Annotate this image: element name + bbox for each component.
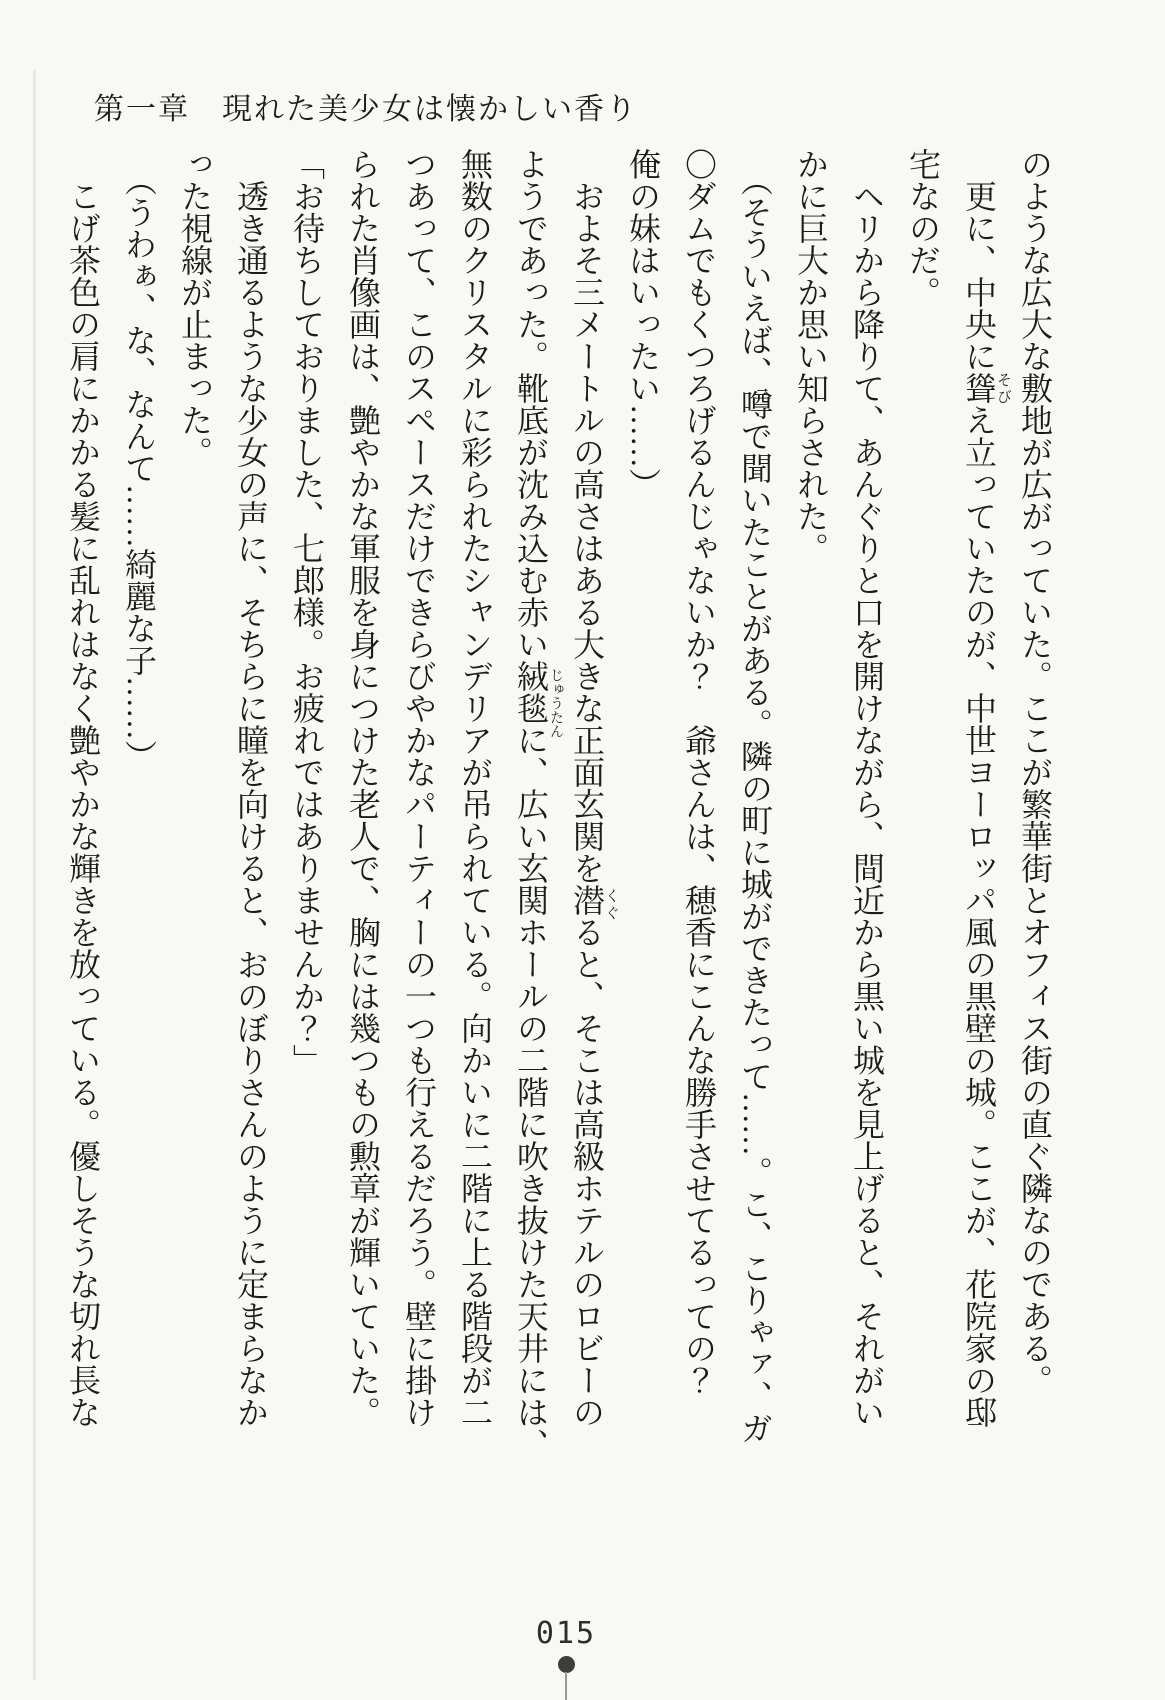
text-line: ヘリから降りて、あんぐりと口を開けながら、間近から黒い城を見上げると、それがい bbox=[849, 148, 885, 1428]
text-line: 俺の妹はいったい……） bbox=[625, 148, 661, 500]
text-line: 宅なのだ。 bbox=[905, 148, 941, 308]
text-line: 透き通るような少女の声に、そちらに瞳を向けると、おのぼりさんのように定まらなか bbox=[233, 148, 269, 1428]
page-number: 015 bbox=[535, 1616, 597, 1651]
text-line: 無数のクリスタルに彩られたシャンデリアが吊られている。向かいに二階に上る階段が二 bbox=[457, 148, 493, 1428]
novel-text-block bbox=[55, 148, 1063, 1478]
text-line: のような広大な敷地が広がっていた。ここが繁華街とオフィス街の直ぐ隣なのである。 bbox=[1017, 148, 1053, 1396]
text-line: 更に、中央に聳え立っていたのが、中世ヨーロッパ風の黒壁の城。ここが、花院家の邸 bbox=[961, 148, 997, 1428]
text-line: った視線が止まった。 bbox=[177, 148, 213, 468]
text-line: （そういえば、噂で聞いたことがある。隣の町に城ができたって……。こ、こりゃァ、ガ bbox=[737, 148, 773, 1444]
chapter-heading: 第一章 現れた美少女は懐かしい香り bbox=[94, 93, 638, 126]
text-line: こげ茶色の肩にかかる髪に乱れはなく艶やかな輝きを放っている。優しそうな切れ長な bbox=[65, 148, 101, 1428]
text-line: かに巨大か思い知らされた。 bbox=[793, 148, 829, 564]
page-pin-line bbox=[565, 1672, 567, 1700]
scan-edge-artifact bbox=[33, 70, 36, 1680]
furigana-annotation: じゅうたん bbox=[548, 668, 563, 738]
furigana-annotation: そび bbox=[995, 372, 1011, 406]
text-line: ようであった。靴底が沈み込む赤い絨毯に、広い玄関ホールの二階に吹き抜けた天井には、 bbox=[513, 148, 549, 1460]
text-line: 「お待ちしておりました、七郎様。お疲れではありませんか？」 bbox=[289, 148, 325, 1076]
text-line: つあって、このスペースだけできらびやかなパーティーの一つも行えるだろう。壁に掛け bbox=[401, 148, 437, 1428]
furigana-annotation: くぐ bbox=[603, 888, 619, 922]
text-line: およそ三メートルの高さはある大きな正面玄関を潜ると、そこは高級ホテルのロビーの bbox=[569, 148, 605, 1428]
page-pin-dot bbox=[558, 1656, 575, 1673]
text-line: 〇ダムでもくつろげるんじゃないか？ 爺さんは、穂香にこんな勝手させてるっての？ bbox=[681, 148, 717, 1396]
text-line: （うわぁ、な、なんて……綺麗な子……） bbox=[121, 148, 157, 772]
text-line: られた肖像画は、艶やかな軍服を身につけた老人で、胸には幾つもの勲章が輝いていた。 bbox=[345, 148, 381, 1428]
